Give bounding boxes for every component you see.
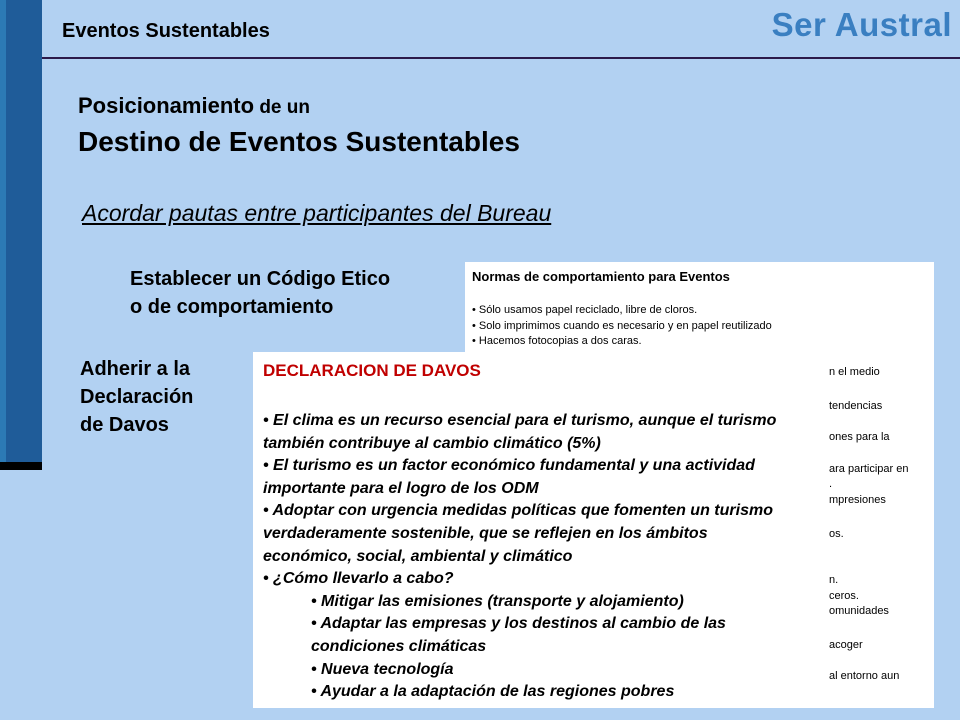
davos-bullet: • ¿Cómo llevarlo a cabo? [263,570,454,588]
normas-fragment: n el medio [829,366,880,378]
adherir-davos-item [80,355,193,439]
normas-fragment: os. [829,528,844,540]
davos-sub-bullet: • Nueva tecnología [311,660,454,678]
davos-sub-bullet: • Mitigar las emisiones (transporte y alojamiento) [311,592,684,610]
adherir-line1: Adherir a la [80,358,191,380]
codigo-etico-item [130,265,390,321]
normas-fragment: n. [829,574,839,586]
title-main: Posicionamiento [78,93,255,118]
davos-bullet: • El turismo es un factor económico fundamental y una actividad importante para el logro de los ODM [263,457,755,497]
davos-title: DECLARACION DE DAVOS [263,361,481,380]
adherir-line3: de Davos [80,414,169,436]
normas-line: • Hacemos fotocopias a dos caras. [472,335,642,347]
codigo-line1: Establecer un Código Etico [130,268,391,290]
normas-line: • Sólo usamos papel reciclado, libre de cloros. [472,304,698,316]
davos-panel [253,352,804,708]
normas-fragment: mpresiones [829,494,886,506]
davos-bullet: • El clima es un recurso esencial para el turismo, aunque el turismo también contribuye al cambio climático (5%) [263,412,777,452]
normas-line: • Solo imprimimos cuando es necesario y en papel reutilizado [472,320,772,332]
normas-fragment: . [829,478,833,490]
left-edge-stripe [0,0,6,470]
normas-fragment: omunidades [829,605,889,617]
title-small: de un [254,97,310,118]
brand-logo: Ser Austral [771,6,952,43]
davos-sub-bullet: • Ayudar a la adaptación de las regiones pobres [311,683,675,701]
adherir-line2: Declaración [80,386,194,408]
left-bar-shadow [0,462,42,470]
normas-fragment: al entorno aun [829,670,900,682]
davos-sub-bullet: • Adaptar las empresas y los destinos al cambio de las condiciones climáticas [311,615,726,655]
header-divider [42,57,960,59]
normas-fragment: ones para la [829,431,890,443]
section-label: Eventos Sustentables [62,20,270,42]
slide-title-line2: Destino de Eventos Sustentables [78,126,520,157]
left-accent-bar [0,0,42,470]
slide-subtitle: Acordar pautas entre participantes del Bureau [82,200,552,226]
normas-fragment: acoger [829,639,863,651]
davos-body [263,410,799,704]
davos-bullet: • Adoptar con urgencia medidas políticas que fomenten un turismo verdaderamente sostenible, que se reflejen en los ámbitos económico, social, ambiental y climático [263,502,773,565]
normas-fragment: tendencias [829,400,883,412]
normas-fragment: ara participar en [829,463,909,475]
normas-title: Normas de comportamiento para Eventos [472,269,730,284]
slide-title-line1 [78,93,310,119]
codigo-line2: o de comportamiento [130,296,334,318]
normas-fragment: ceros. [829,590,859,602]
